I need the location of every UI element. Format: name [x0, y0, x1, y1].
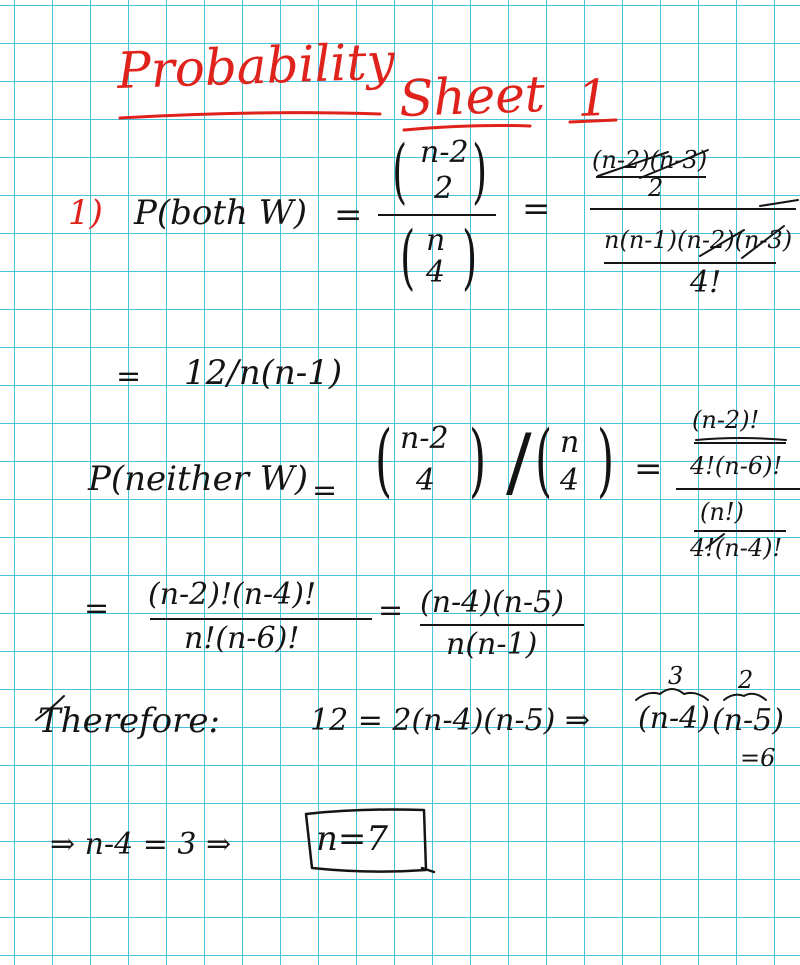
- q1-equals-1: =: [334, 195, 363, 235]
- q1-result: 12/n(n-1): [184, 353, 343, 393]
- q1-binom-bot-left-paren: (: [400, 216, 416, 298]
- q2-frac-den-bottom: 4!(n-4)!: [690, 534, 783, 562]
- q1-frac-den-bar: [604, 262, 776, 264]
- q2-division-slash: /: [506, 417, 532, 506]
- q2-frac-main-bar: [676, 488, 800, 490]
- q1-binom-top-right-paren: ): [472, 130, 488, 212]
- q1-frac-num-bottom: 2: [648, 174, 664, 202]
- q1-frac-den-bottom: 4!: [690, 265, 722, 300]
- q2-line2-equals-2: =: [378, 593, 404, 628]
- q1-binom-top-upper: n-2: [420, 135, 469, 170]
- q2-binom1-left-paren: (: [375, 413, 393, 506]
- q1-binom-top-lower: 2: [434, 171, 454, 206]
- q2-num-underline: [696, 438, 786, 440]
- question-1-label: 1): [68, 193, 103, 233]
- q2-frac-num-bottom: 4!(n-6)!: [690, 452, 783, 480]
- q2-frac-den-top: (n!): [700, 498, 744, 526]
- title-word-probability: Probability: [116, 32, 396, 100]
- q2-line2-equals: =: [84, 591, 110, 626]
- q1-equals-2: =: [522, 189, 551, 229]
- q1-binom-bot-right-paren: ): [462, 216, 478, 298]
- q2-line2-bar-2: [420, 624, 584, 626]
- q1-binom-bot-lower: 4: [426, 255, 446, 290]
- q1-fraction-bar-1: [378, 214, 496, 216]
- q2-frac-num-top: (n-2)!: [692, 406, 760, 434]
- therefore-label: Therefore:: [38, 701, 220, 741]
- factor1: (n-4): [638, 701, 710, 736]
- q2-line2-denominator-2: n(n-1): [446, 627, 538, 662]
- q2-line2-denominator: n!(n-6)!: [184, 621, 300, 656]
- factor2-brace: [724, 694, 766, 700]
- q2-binom2-lower: 4: [560, 463, 580, 498]
- q1-frac-main-bar: [590, 208, 796, 210]
- q1-lhs: P(both W): [134, 193, 307, 233]
- q2-binom2-upper: n: [560, 425, 580, 460]
- title-underline-1: [120, 113, 380, 118]
- q2-lhs: P(neither W): [88, 459, 308, 499]
- title-word-sheet: Sheet: [398, 64, 546, 128]
- factor2: (n-5): [712, 703, 784, 738]
- final-line: ⇒ n-4 = 3 ⇒: [50, 827, 232, 862]
- q2-binom2-left-paren: (: [535, 413, 553, 506]
- q2-equals-2: =: [634, 449, 663, 489]
- q2-line2-numerator: (n-2)!(n-4)!: [148, 577, 317, 612]
- q1-binom-bot-upper: n: [426, 223, 446, 258]
- q2-binom1-upper: n-2: [400, 421, 449, 456]
- q2-line2-bar: [150, 618, 372, 620]
- q1-frac-num-top: (n-2)(n-3): [592, 146, 708, 174]
- q1-result-equals: =: [116, 359, 142, 394]
- title-number: 1: [576, 68, 610, 128]
- q1-binom-top-left-paren: (: [392, 130, 408, 212]
- q2-equals-1: =: [312, 473, 338, 508]
- factor1-value: 3: [668, 662, 684, 690]
- q2-line2-numerator-2: (n-4)(n-5): [420, 585, 564, 620]
- q2-binom1-lower: 4: [416, 463, 436, 498]
- q2-frac-num-bar: [694, 442, 786, 444]
- q2-binom1-right-paren: ): [469, 413, 487, 506]
- q2-frac-den-bar: [694, 530, 786, 532]
- final-answer: n=7: [316, 819, 389, 859]
- q1-frac-tail: [760, 200, 798, 206]
- q1-frac-den-top: n(n-1)(n-2)(n-3): [604, 226, 793, 254]
- answer-box-tail: [422, 868, 434, 872]
- factor1-brace: [636, 689, 708, 700]
- q2-binom2-right-paren: ): [597, 413, 615, 506]
- conclusion-equation: 12 = 2(n-4)(n-5) ⇒: [310, 703, 591, 738]
- product-value: =6: [740, 744, 776, 772]
- factor2-value: 2: [738, 666, 754, 694]
